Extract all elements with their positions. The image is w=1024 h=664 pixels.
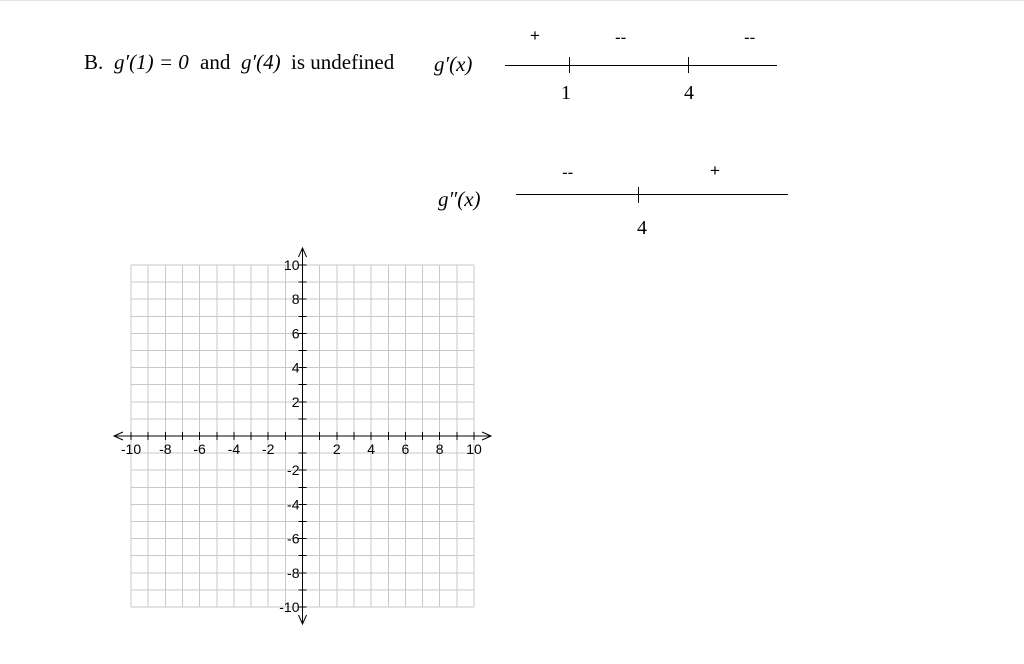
y-tick-label: -4	[287, 496, 300, 513]
condition-g-prime-4: g′(4)	[241, 50, 281, 74]
y-tick-label: -10	[279, 599, 300, 615]
x-tick-label: 8	[435, 441, 444, 457]
condition-undefined-text: is undefined	[291, 50, 395, 74]
x-tick-label: -4	[227, 441, 241, 457]
problem-label: B.	[84, 50, 104, 74]
y-tick-label: -8	[287, 564, 300, 581]
second-derivative-sign-2: +	[710, 161, 720, 180]
first-derivative-point-1: 1	[561, 82, 571, 104]
first-derivative-label: g′(x)	[434, 52, 473, 76]
x-tick-label: -8	[159, 441, 172, 457]
condition-joiner: and	[200, 50, 231, 74]
condition-g-prime-1: g′(1) = 0	[114, 50, 189, 74]
second-derivative-sign-1: --	[562, 163, 574, 182]
first-derivative-sign-2: --	[615, 28, 627, 47]
y-tick-label: -2	[287, 462, 300, 479]
y-tick-label: 2	[291, 393, 300, 410]
second-derivative-label: g″(x)	[438, 187, 481, 211]
y-tick-label: 6	[291, 325, 300, 342]
x-tick-label: 4	[367, 441, 375, 457]
first-derivative-point-4: 4	[684, 82, 694, 104]
y-tick-label: 8	[291, 291, 300, 308]
x-tick-label: -6	[193, 441, 206, 457]
x-tick-label: -10	[120, 441, 142, 457]
second-derivative-point-4: 4	[637, 217, 647, 239]
first-derivative-sign-3: --	[744, 28, 756, 47]
first-derivative-sign-1: +	[530, 26, 540, 45]
y-tick-label: 10	[283, 257, 300, 273]
x-tick-label: 2	[332, 441, 341, 457]
x-tick-label: 10	[466, 441, 482, 457]
y-tick-label: 4	[291, 359, 300, 376]
y-tick-label: -6	[287, 530, 300, 547]
x-tick-label: 6	[401, 441, 410, 457]
x-tick-label: -2	[261, 441, 275, 457]
